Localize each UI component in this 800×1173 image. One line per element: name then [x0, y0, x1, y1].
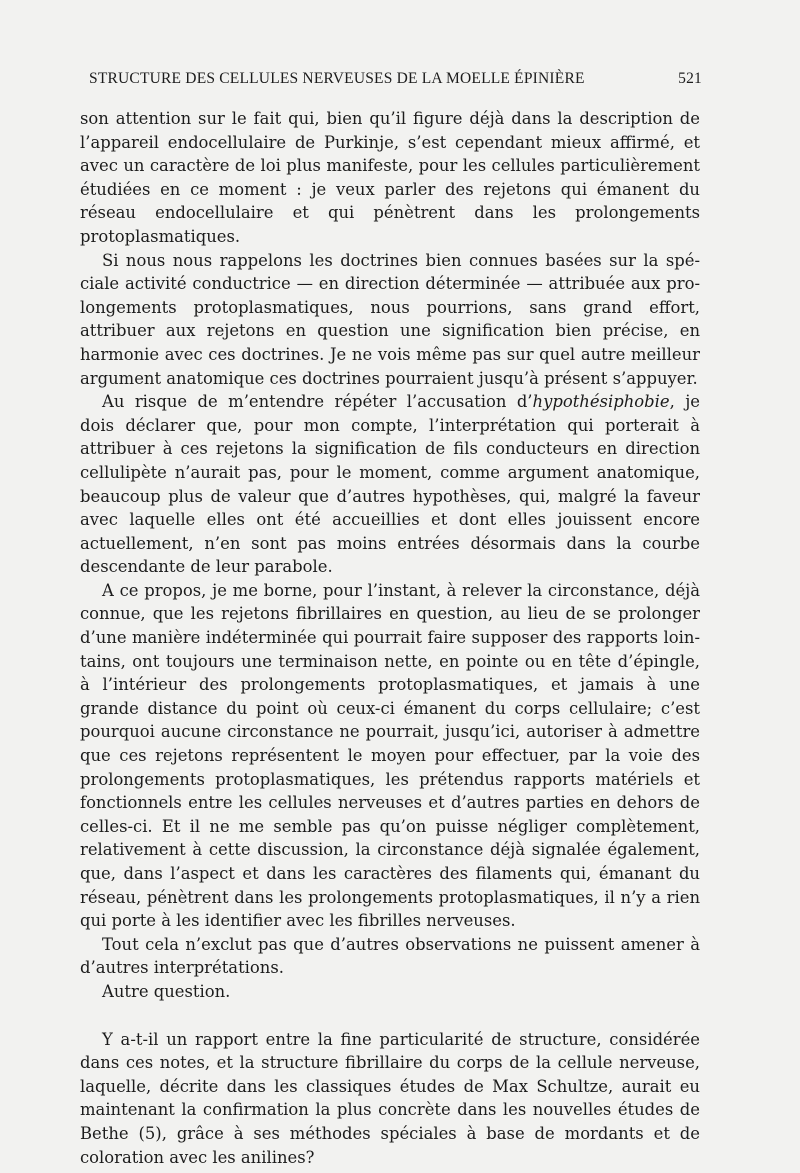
page-number: 521: [678, 70, 702, 87]
paragraph-3-end: , je dois déclarer que, pour mon compte, l’interprétation qui porterait à attribuer à ces rejetons la signification de fils conducteurs en direction cellulipète n’aurait pas, pour le moment, comme argument anatomique, beaucoup plus de valeur que d’autres hypothèses, qui, malgré la faveur avec laquelle elles ont été accueillies et dont elles jouissent encore actuellement, n’en sont pas moins entrées désormais dans la courbe descendante de leur parabole.: [80, 392, 701, 577]
italic-term: hypothésiphobie: [532, 392, 670, 412]
paragraph-3: [80, 390, 700, 579]
paragraph-5: Tout cela n’exclut pas que d’autres observations ne puissent amener à d’autres interprétations.: [80, 934, 700, 978]
paragraph-6: Autre question.: [102, 981, 231, 1001]
paragraph-3-start: Au risque de m’entendre répéter l’accusation d’: [102, 392, 533, 412]
paragraph-7: Y a-t-il un rapport entre la fine particularité de structure, considérée dans ces notes, et la structure fibrillaire du corps de la cellule nerveuse, laquelle, décrite dans les classiques études de Max Schultze, aurait eu maintenant la confirmation la plus concrète dans les nouvelles études de Bethe (5), grâce à ses méthodes spéciales à base de mordants et de coloration avec les anilines?: [80, 1029, 700, 1167]
paragraph-4: A ce propos, je me borne, pour l’instant, à relever la circonstance, déjà connue, que les rejetons fibrillaires en question, au lieu de se prolonger d’une manière indéterminée qui pourrait faire supposer des rapports lointains, ont toujours une terminaison nette, en pointe ou en tête d’épingle, à l’intérieur des prolongements protoplasmatiques, et jamais à une grande distance du point où ceux-ci émanent du corps cellulaire; c’est pourquoi aucune circonstance ne pourrait, jusqu’ici, autoriser à admettre que ces rejetons représentent le moyen pour effectuer, par la voie des prolongements protoplasmatiques, les prétendus rapports matériels et fonctionnels entre les cellules nerveuses et d’autres parties en dehors de celles-ci. Et il ne me semble pas qu’on puisse négliger complètement, relativement à cette discussion, la circonstance déjà signalée également, que, dans l’aspect et dans les caractères des filaments qui, émanant du réseau, pénètrent dans les prolongements protoplasmatiques, il n’y a rien qui porte à les identifier avec les fibrilles nerveuses.: [80, 580, 700, 931]
paragraph-1: son attention sur le fait qui, bien qu’il figure déjà dans la description de l’appareil endocellulaire de Purkinje, s’est cependant mieux affirmé, et avec un caractère de loi plus manifeste, pour les cellules particulièrement étudiées en ce moment : je veux parler des rejetons qui émanent du réseau endocellulaire et qui pénètrent dans les prolongements protoplasmatiques.: [80, 109, 700, 246]
paragraph-2: Si nous nous rappelons les doctrines bien connues basées sur la spéciale activité conductrice — en direction déterminée — attribuée aux prolongements protoplasmatiques, nous pourrions, sans grand effort, attribuer aux rejetons en question une signification bien précise, en harmonie avec ces doctrines. Je ne vois même pas sur quel autre meilleur argument anatomique ces doctrines pourraient jusqu’à présent s’appuyer.: [80, 250, 700, 388]
body-text: [80, 107, 700, 1169]
running-title: STRUCTURE DES CELLULES NERVEUSES DE LA MOELLE ÉPINIÈRE: [89, 70, 585, 87]
